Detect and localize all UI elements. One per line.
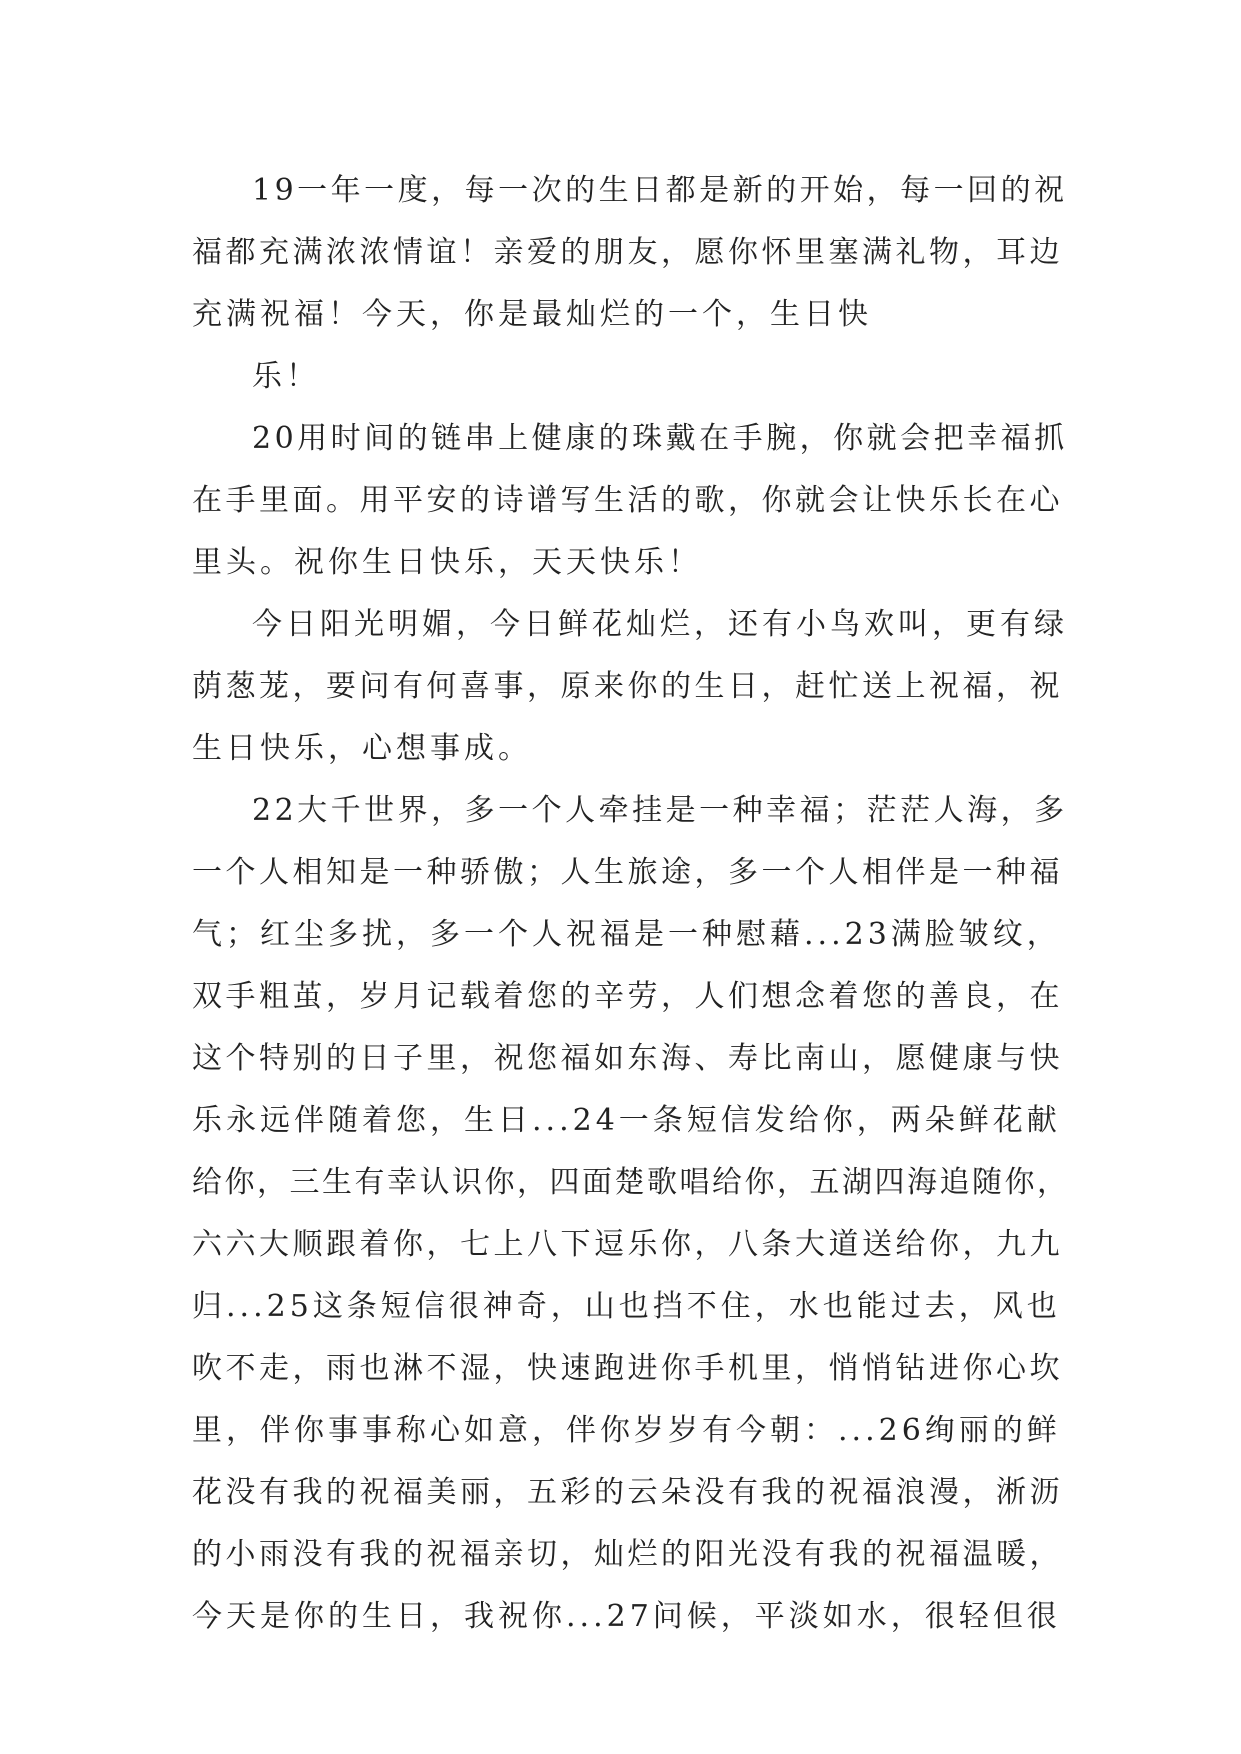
text-line: 里，伴你事事称心如意，伴你岁岁有今朝：...26绚丽的鲜 — [192, 1413, 1061, 1448]
text-line: 六六大顺跟着你，七上八下逗乐你，八条大道送给你，九九 — [192, 1227, 1063, 1262]
text-line: 22大千世界，多一个人牵挂是一种幸福；茫茫人海，多 — [252, 793, 1068, 828]
text-line: 充满祝福！今天，你是最灿烂的一个，生日快 — [192, 297, 872, 332]
text-line: 20用时间的链串上健康的珠戴在手腕，你就会把幸福抓 — [252, 421, 1068, 456]
text-line: 双手粗茧，岁月记载着您的辛劳，人们想念着您的善良，在 — [192, 979, 1063, 1014]
text-line: 吹不走，雨也淋不湿，快速跑进你手机里，悄悄钻进你心坎 — [192, 1351, 1063, 1386]
text-line: 归...25这条短信很神奇，山也挡不住，水也能过去，风也 — [192, 1289, 1061, 1324]
text-line: 19一年一度，每一次的生日都是新的开始，每一回的祝 — [252, 173, 1068, 208]
text-line: 福都充满浓浓情谊！亲爱的朋友，愿你怀里塞满礼物，耳边 — [192, 235, 1063, 270]
text-line: 里头。祝你生日快乐，天天快乐！ — [192, 545, 702, 580]
text-line: 今天是你的生日，我祝你...27问候，平淡如水，很轻但很 — [192, 1599, 1061, 1634]
text-line: 一个人相知是一种骄傲；人生旅途，多一个人相伴是一种福 — [192, 855, 1063, 890]
text-line: 这个特别的日子里，祝您福如东海、寿比南山，愿健康与快 — [192, 1041, 1063, 1076]
text-line: 乐！ — [252, 359, 320, 394]
text-line: 气；红尘多扰，多一个人祝福是一种慰藉...23满脸皱纹， — [192, 917, 1061, 952]
body-text — [192, 160, 1072, 1648]
text-line: 生日快乐，心想事成。 — [192, 731, 532, 766]
text-line: 花没有我的祝福美丽，五彩的云朵没有我的祝福浪漫，淅沥 — [192, 1475, 1063, 1510]
text-line: 今日阳光明媚，今日鲜花灿烂，还有小鸟欢叫，更有绿 — [252, 607, 1068, 642]
text-line: 给你，三生有幸认识你，四面楚歌唱给你，五湖四海追随你， — [192, 1165, 1070, 1200]
text-line: 的小雨没有我的祝福亲切，灿烂的阳光没有我的祝福温暖， — [192, 1537, 1063, 1572]
text-line: 在手里面。用平安的诗谱写生活的歌，你就会让快乐长在心 — [192, 483, 1063, 518]
text-line: 荫葱茏，要问有何喜事，原来你的生日，赶忙送上祝福，祝 — [192, 669, 1063, 704]
text-line: 乐永远伴随着您，生日...24一条短信发给你，两朵鲜花献 — [192, 1103, 1061, 1138]
